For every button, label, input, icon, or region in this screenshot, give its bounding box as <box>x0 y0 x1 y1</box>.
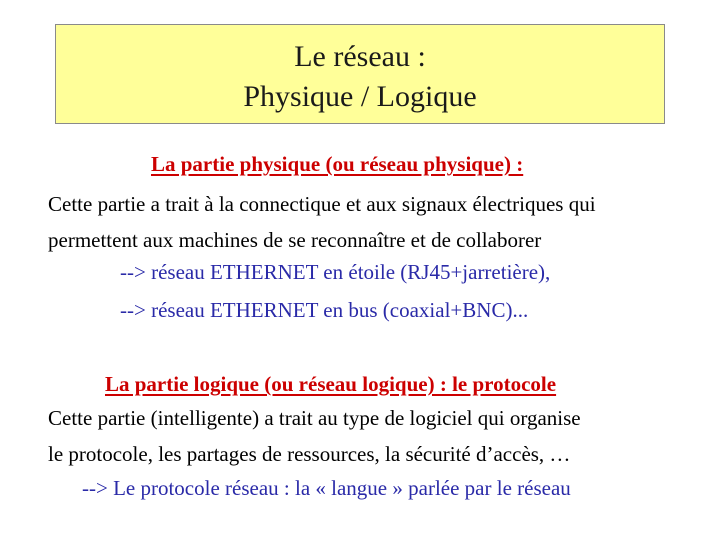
physical-bullet-bus: --> réseau ETHERNET en bus (coaxial+BNC)... <box>120 298 529 322</box>
physical-text-line-1: Cette partie a trait à la connectique et aux signaux électriques qui <box>48 192 596 216</box>
physical-heading: La partie physique (ou réseau physique) : <box>151 152 524 176</box>
logical-bullet-protocol: --> Le protocole réseau : la « langue » parlée par le réseau <box>82 476 571 500</box>
title-box <box>55 24 665 124</box>
title-line-1: Le réseau : <box>294 40 426 73</box>
logical-text-line-1: Cette partie (intelligente) a trait au type de logiciel qui organise <box>48 406 581 430</box>
title-line-2: Physique / Logique <box>243 80 477 113</box>
logical-heading: La partie logique (ou réseau logique) : le protocole <box>105 372 557 396</box>
physical-text-line-2: permettent aux machines de se reconnaître et de collaborer <box>48 228 542 252</box>
logical-text-line-2: le protocole, les partages de ressources, la sécurité d’accès, … <box>48 442 571 466</box>
physical-bullet-star: --> réseau ETHERNET en étoile (RJ45+jarretière), <box>120 260 551 284</box>
